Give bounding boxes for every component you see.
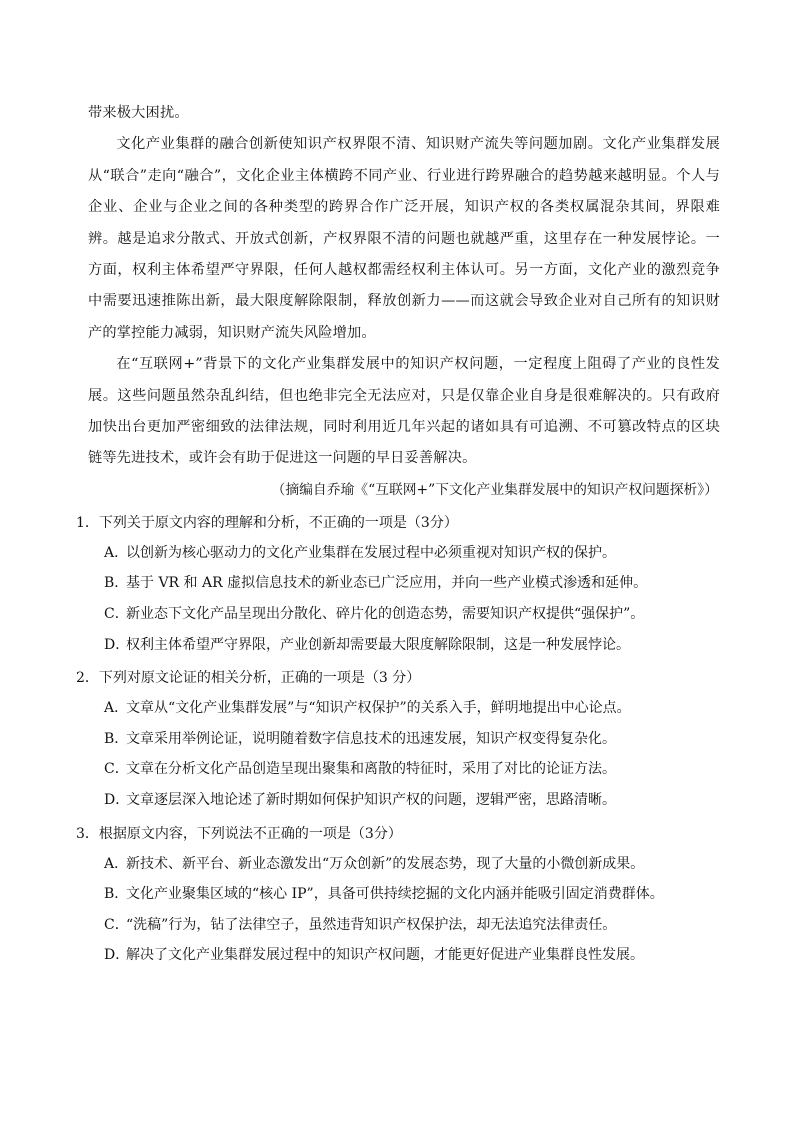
option-text: 新业态下文化产品呈现出分散化、碎片化的创造态势，需要知识产权提供“强保护”。 bbox=[126, 606, 645, 623]
option-c bbox=[88, 754, 720, 785]
option-text: 文章在分析文化产品创造呈现出聚集和离散的特征时，采用了对比的论证方法。 bbox=[126, 761, 616, 778]
option-label: C． bbox=[104, 606, 129, 623]
passage-source: （摘编自乔瑜《“互联网+”下文化产业集群发展中的知识产权问题探析》） bbox=[271, 481, 718, 498]
option-label: D． bbox=[104, 947, 130, 964]
option-d bbox=[88, 940, 720, 971]
question-stem: 3．根据原文内容，下列说法不正确的一项是（3分） bbox=[76, 825, 402, 842]
option-text: “洗稿”行为，钻了法律空子，虽然违背知识产权保护法，却无法追究法律责任。 bbox=[126, 916, 617, 933]
option-label: B． bbox=[104, 730, 129, 747]
option-label: A． bbox=[104, 700, 129, 717]
question-3 bbox=[76, 819, 720, 971]
option-label: C． bbox=[104, 916, 129, 933]
option-c bbox=[88, 910, 720, 941]
option-text: 文化产业聚集区域的“核心 IP”，具备可供持续挖掘的文化内涵并能吸引固定消费群体。 bbox=[126, 886, 664, 903]
passage-paragraph-1: 带来极大困扰。 bbox=[88, 105, 189, 121]
question-stem: 1．下列关于原文内容的理解和分析，不正确的一项是（3分） bbox=[76, 514, 458, 531]
option-text: 文章从“文化产业集群发展”与“知识产权保护”的关系入手，鲜明地提出中心论点。 bbox=[126, 700, 631, 717]
option-c bbox=[88, 599, 720, 630]
option-label: D． bbox=[104, 636, 130, 653]
option-b bbox=[88, 879, 720, 910]
option-a bbox=[88, 693, 720, 724]
option-text: 文章逐层深入地论述了新时期如何保护知识产权的问题，逻辑严密，思路清晰。 bbox=[126, 792, 616, 809]
question-2 bbox=[76, 663, 720, 815]
passage-paragraph-3: 在“互联网+”背景下的文化产业集群发展中的知识产权问题，一定程度上阻碍了产业的良性发展。这些问题虽然杂乱纠结，但也绝非完全无法应对，只是仅靠企业自身是很难解决的。只有政府加快出台更加严密细致的法律法规，同时利用近几年兴起的诸如具有可追溯、不可篡改特点的区块链等先进技术，或许会有助于促进这一问题的早日妥善解决。 bbox=[88, 356, 720, 467]
option-label: C． bbox=[104, 761, 129, 778]
option-a bbox=[88, 538, 720, 569]
question-1 bbox=[76, 508, 720, 660]
option-b bbox=[88, 568, 720, 599]
option-b bbox=[88, 724, 720, 755]
option-text: 以创新为核心驱动力的文化产业集群在发展过程中必须重视对知识产权的保护。 bbox=[126, 544, 616, 561]
option-label: B． bbox=[104, 575, 129, 592]
passage-paragraph-2: 文化产业集群的融合创新使知识产权界限不清、知识财产流失等问题加剧。文化产业集群发展从“联合”走向“融合”，文化企业主体横跨不同产业、行业进行跨界融合的趋势越来越明显。个人与企业、企业与企业之间的各种类型的跨界合作广泛开展，知识产权的各类权属混杂其间，界限难辨。越是追求分散式、开放式创新，产权界限不清的问题也就越严重，这里存在一种发展悖论。一方面，权利主体希望严守界限，任何人越权都需经权利主体认可。另一方面，文化产业的激烈竞争中需要迅速推陈出新，最大限度解除限制，释放创新力——而这就会导致企业对自己所有的知识财产的掌控能力减弱，知识财产流失风险增加。 bbox=[88, 136, 720, 341]
option-label: A． bbox=[104, 544, 129, 561]
option-a bbox=[88, 849, 720, 880]
option-text: 文章采用举例论证，说明随着数字信息技术的迅速发展，知识产权变得复杂化。 bbox=[126, 730, 616, 747]
option-text: 解决了文化产业集群发展过程中的知识产权问题，才能更好促进产业集群良性发展。 bbox=[126, 947, 644, 964]
question-stem: 2．下列对原文论证的相关分析，正确的一项是（3 分） bbox=[76, 670, 421, 687]
option-d bbox=[88, 630, 720, 661]
option-text: 新技术、新平台、新业态激发出“万众创新”的发展态势，现了大量的小微创新成果。 bbox=[126, 855, 645, 872]
option-d bbox=[88, 785, 720, 816]
option-label: A． bbox=[104, 855, 129, 872]
option-text: 权利主体希望严守界限，产业创新却需要最大限度解除限制，这是一种发展悖论。 bbox=[126, 636, 630, 653]
document-page bbox=[76, 98, 720, 971]
option-label: B． bbox=[104, 886, 129, 903]
option-label: D． bbox=[104, 792, 130, 809]
option-text: 基于 VR 和 AR 虚拟信息技术的新业态已广泛应用，并向一些产业模式渗透和延伸。 bbox=[126, 575, 648, 592]
